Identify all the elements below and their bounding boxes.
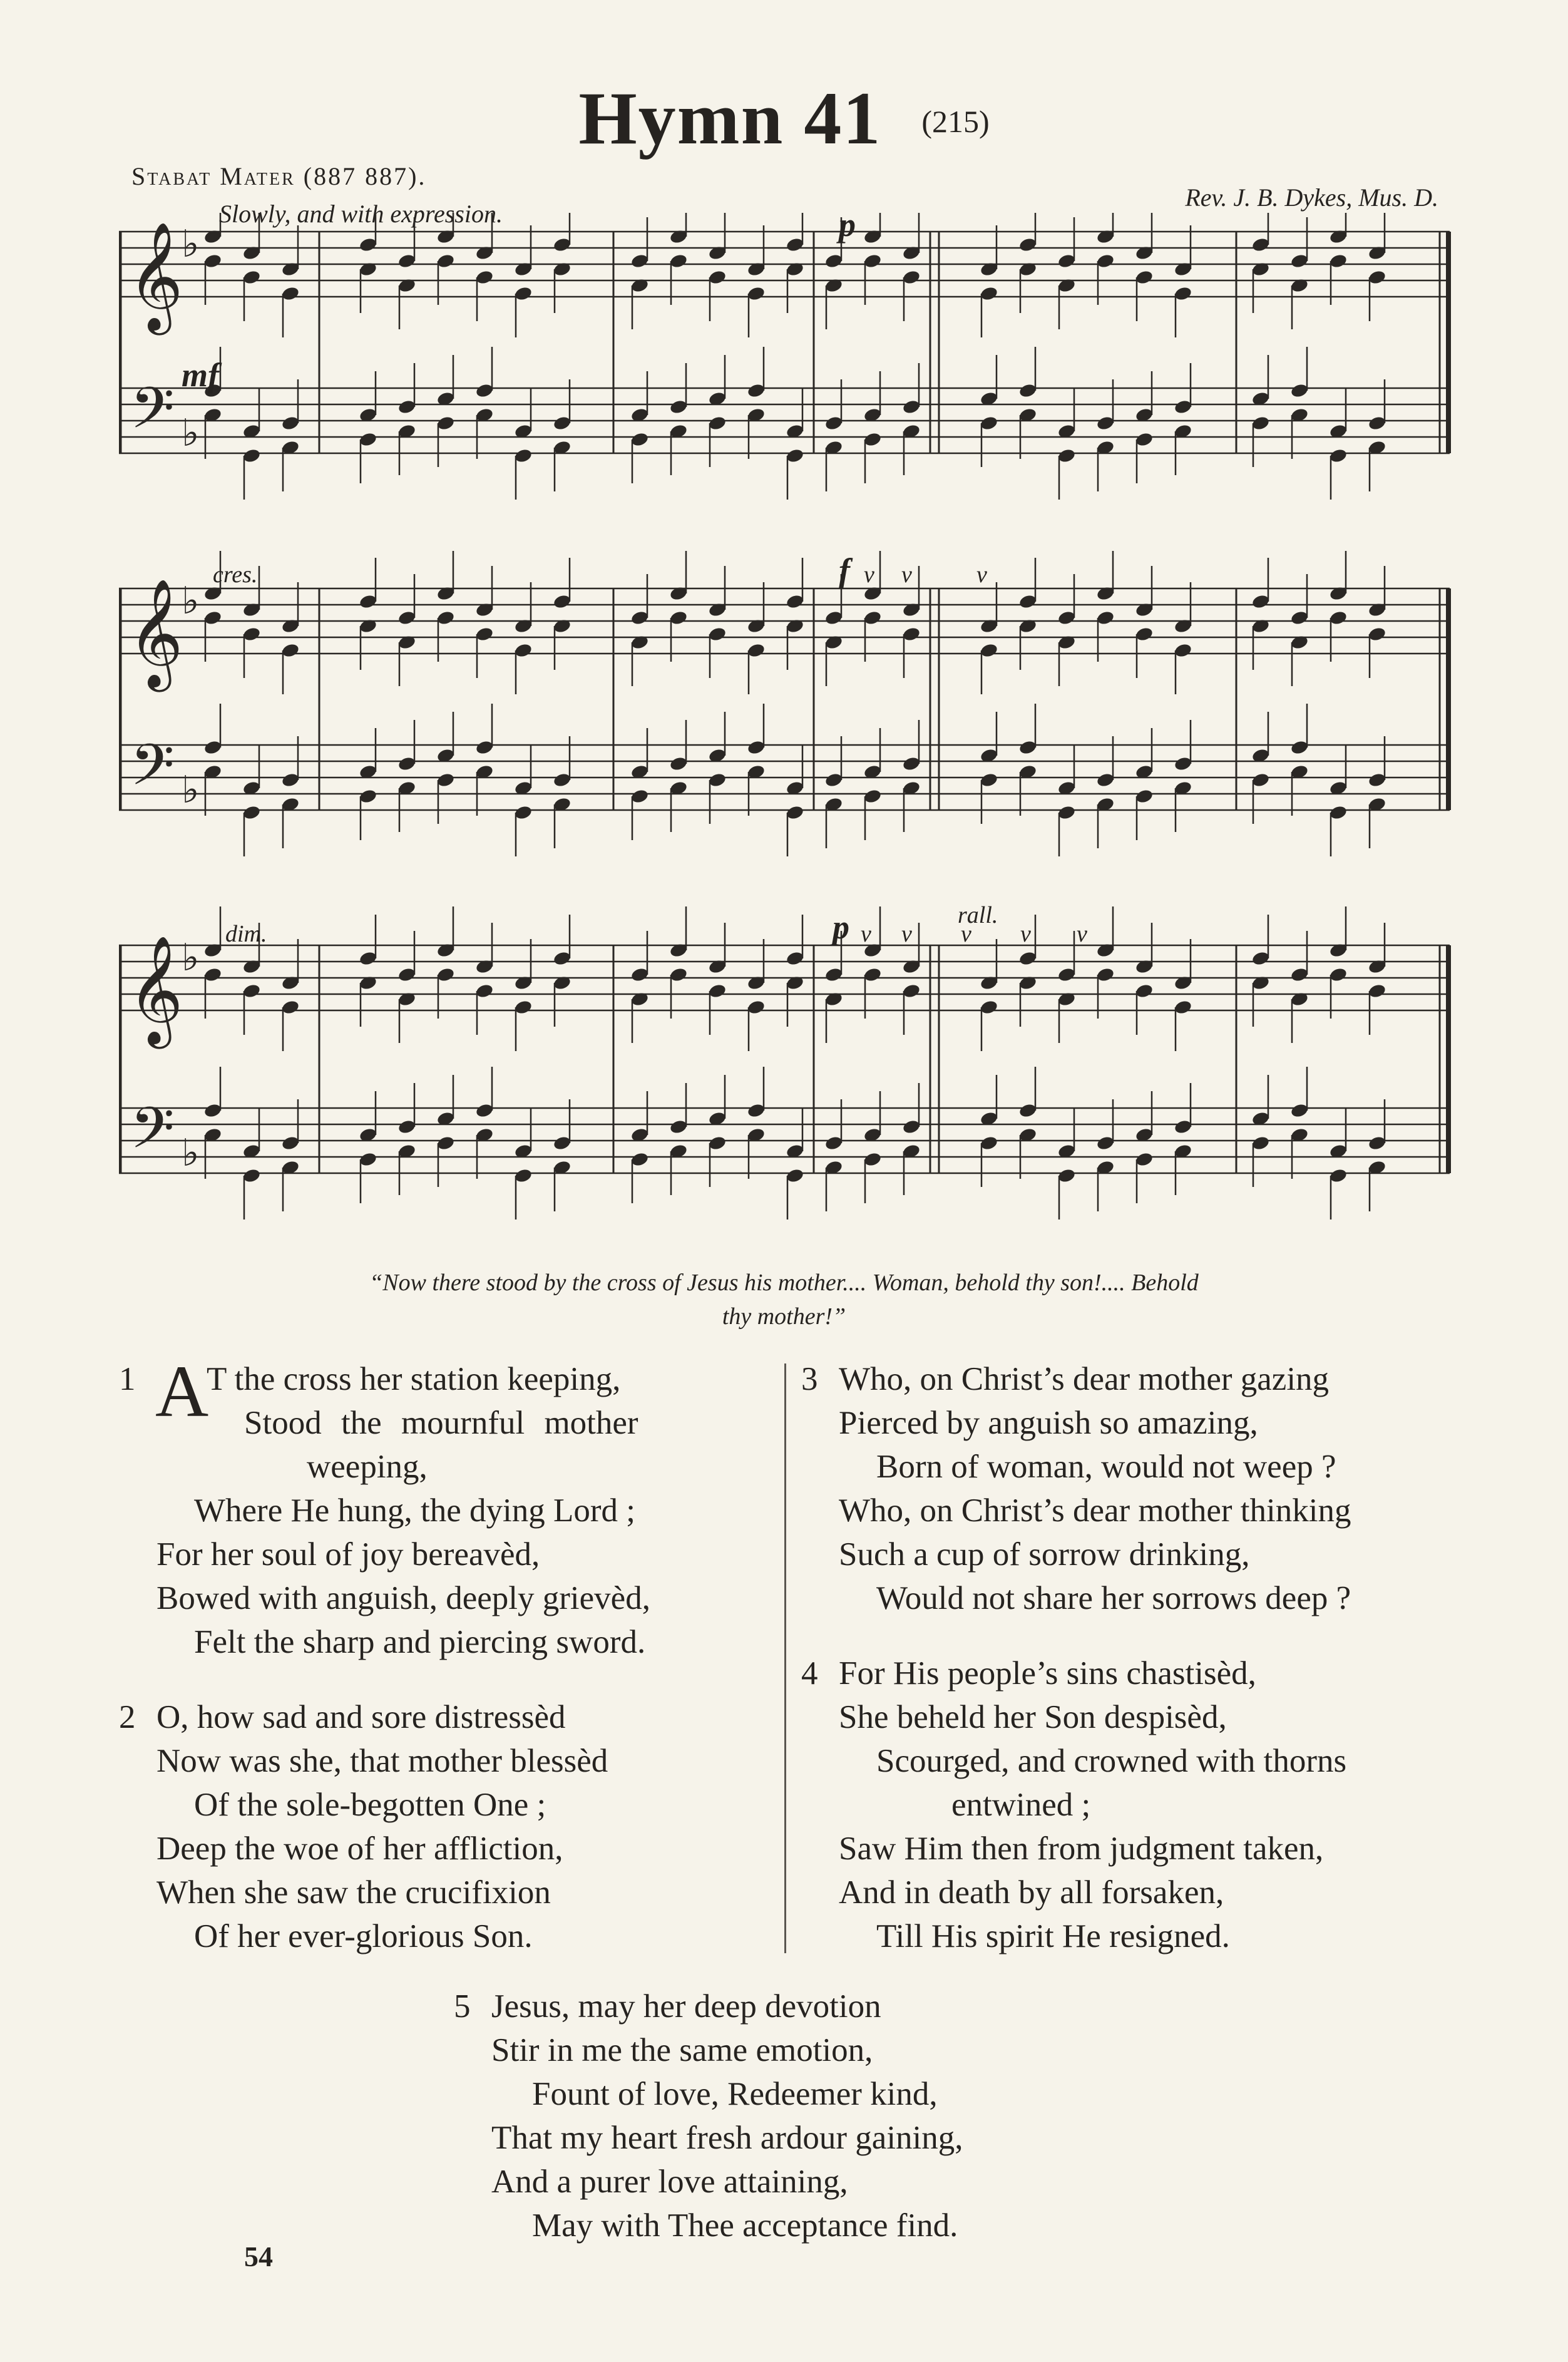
music-system-3: [119, 901, 1452, 1227]
verse-line: For His people’s sins chastisèd,: [839, 1655, 1256, 1692]
accent-mark: v: [961, 921, 971, 947]
accent-mark: v: [901, 562, 912, 588]
stanza-4: [801, 1651, 1458, 1958]
stanza-1: [119, 1350, 776, 1664]
verse-line: Till His spirit He resigned.: [876, 1918, 1230, 1954]
svg-text:𝄢: 𝄢: [130, 375, 175, 456]
accent-mark: v: [976, 562, 987, 588]
dynamic-p: p: [839, 206, 856, 244]
music-system-2: [119, 551, 1452, 858]
stanza-number: 5: [454, 1988, 471, 2025]
verse-line: That my heart fresh ardour gaining,: [491, 2120, 963, 2156]
verse-line: T the cross her station keeping,: [207, 1361, 621, 1397]
accent-mark: v: [901, 921, 912, 947]
stanza-3: [801, 1357, 1458, 1620]
svg-text:𝄞: 𝄞: [128, 222, 183, 331]
stanza-number: 4: [801, 1655, 818, 1692]
verse-line: Jesus, may her deep devotion: [491, 1988, 881, 2025]
dynamic-cres: cres.: [213, 562, 258, 588]
svg-text:♭: ♭: [182, 1131, 200, 1175]
verse-line: Stir in me the same emotion,: [491, 2032, 873, 2068]
svg-text:♭: ♭: [182, 411, 200, 455]
music-system-1: [119, 206, 1452, 507]
verse-line: Deep the woe of her affliction,: [156, 1831, 563, 1867]
score-staves-2: [119, 551, 1452, 858]
verse-line: When she saw the crucifixion: [156, 1874, 551, 1911]
hymn-title: [0, 75, 1568, 162]
accent-mark: v: [1020, 921, 1031, 947]
verse-line: Felt the sharp and piercing sword.: [194, 1624, 646, 1660]
svg-text:♭: ♭: [182, 222, 200, 266]
verse-line: She beheld her Son despisèd,: [839, 1699, 1227, 1735]
tempo-marking: Slowly, and with expression.: [219, 200, 503, 228]
verse-line: Who, on Christ’s dear mother thinking: [839, 1492, 1351, 1529]
stanza-5: [454, 1985, 1205, 2247]
dynamic-rall: rall.: [958, 902, 998, 928]
accent-mark: v: [861, 921, 871, 947]
verse-line: For her soul of joy bereavèd,: [156, 1536, 540, 1573]
verse-line: Stood the mournful mother: [244, 1405, 638, 1441]
quote-line: “Now there stood by the cross of Jesus his mother.... Woman, behold thy son!.... Behold: [369, 1270, 1199, 1296]
svg-text:♭: ♭: [182, 579, 200, 623]
verse-line: weeping,: [307, 1449, 428, 1485]
verse-line: May with Thee acceptance find.: [532, 2207, 958, 2244]
drop-cap: A: [155, 1350, 209, 1432]
page-number: 54: [244, 2241, 273, 2272]
verse-line: Scourged, and crowned with thorns: [876, 1743, 1347, 1779]
stanza-number: 1: [119, 1361, 136, 1397]
verse-line: Born of woman, would not weep ?: [876, 1449, 1336, 1485]
verse-line: Who, on Christ’s dear mother gazing: [839, 1361, 1330, 1397]
scripture-quote: [188, 1266, 1380, 1333]
quote-line: thy mother!”: [722, 1303, 846, 1330]
score-staves-3: [119, 901, 1452, 1227]
verse-line: Pierced by anguish so amazing,: [839, 1405, 1258, 1441]
verse-line: Such a cup of sorrow drinking,: [839, 1536, 1250, 1573]
stanza-number: 3: [801, 1361, 818, 1397]
svg-text:♭: ♭: [182, 768, 200, 812]
verse-line: And a purer love attaining,: [491, 2164, 848, 2200]
dynamic-p: p: [833, 908, 849, 946]
verse-line: Of her ever-glorious Son.: [194, 1918, 533, 1954]
verse-line: O, how sad and sore distressèd: [156, 1699, 566, 1735]
verse-line: Of the sole-begotten One ;: [194, 1787, 546, 1823]
svg-text:♭: ♭: [182, 936, 200, 980]
verse-line: Bowed with anguish, deeply grievèd,: [156, 1580, 650, 1616]
svg-text:𝄞: 𝄞: [128, 578, 183, 687]
verse-line: Where He hung, the dying Lord ;: [194, 1492, 635, 1529]
svg-text:𝄢: 𝄢: [130, 732, 175, 813]
stanza-2: [119, 1695, 776, 1958]
tune-name: Stabat Mater (887 887).: [131, 162, 427, 190]
verse-line: Now was she, that mother blessèd: [156, 1743, 608, 1779]
verse-line: Saw Him then from judgment taken,: [839, 1831, 1324, 1867]
accent-mark: v: [864, 562, 874, 588]
verse-line: Would not share her sorrows deep ?: [876, 1580, 1351, 1616]
column-divider: [784, 1363, 786, 1953]
dynamic-f: f: [839, 552, 850, 589]
svg-text:𝄞: 𝄞: [128, 935, 183, 1044]
svg-text:𝄢: 𝄢: [130, 1095, 175, 1176]
verse-line: entwined ;: [951, 1787, 1091, 1823]
hymn-title-text: Hymn 41: [578, 76, 882, 160]
accent-mark: v: [1077, 921, 1087, 947]
stanza-number: 2: [119, 1699, 136, 1735]
dynamic-mf: mf: [182, 356, 219, 394]
verse-line: And in death by all forsaken,: [839, 1874, 1224, 1911]
dynamic-dim: dim.: [225, 921, 267, 947]
composer-credit: Rev. J. B. Dykes, Mus. D.: [1185, 183, 1438, 212]
hymn-number: (215): [921, 104, 990, 139]
score-staves-1: [119, 213, 1452, 507]
verse-line: Fount of love, Redeemer kind,: [532, 2076, 938, 2112]
